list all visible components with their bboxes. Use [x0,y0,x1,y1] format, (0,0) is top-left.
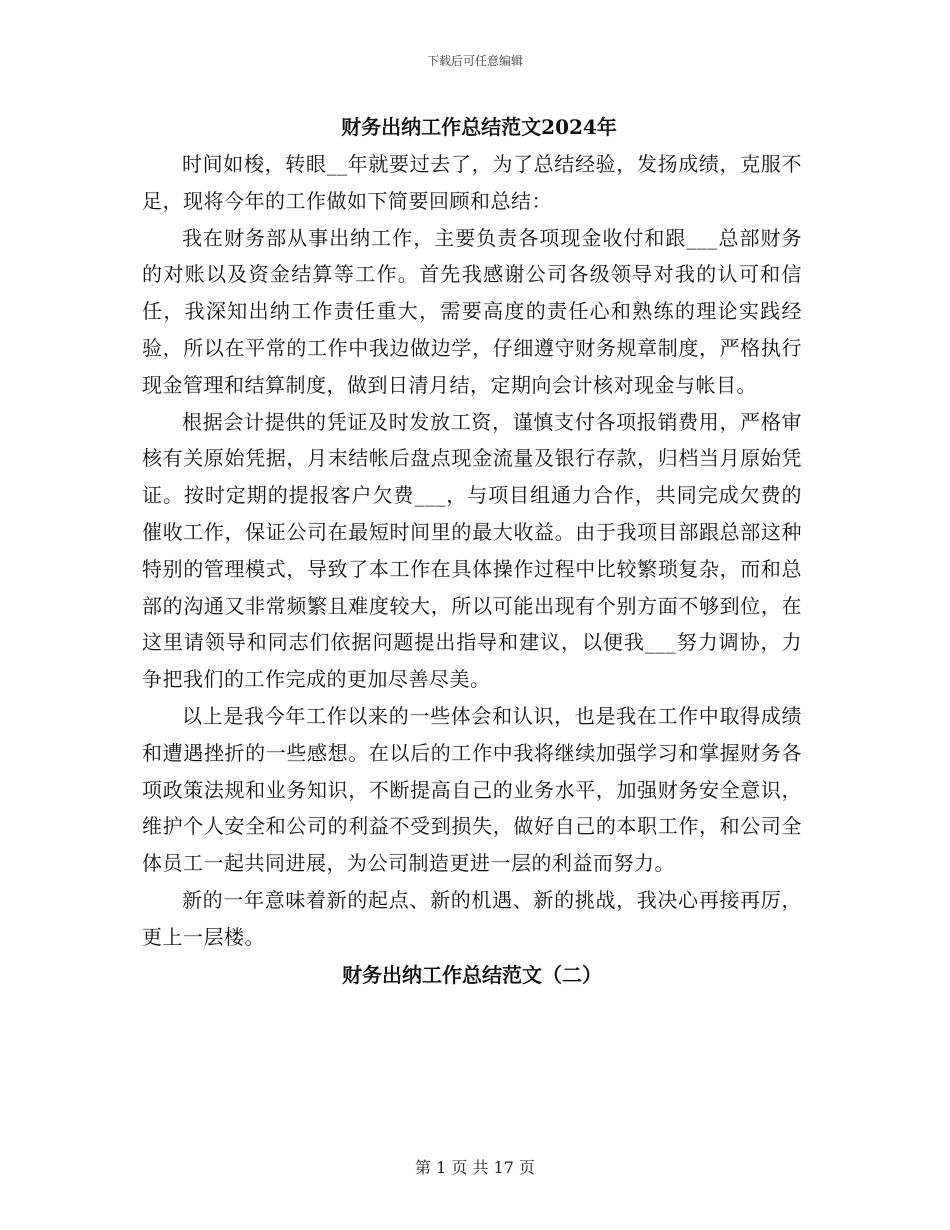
paragraph-intro: 时间如梭，转眼__年就要过去了，为了总结经验，发扬成绩，克服不足，现将今年的工作做如下简要回顾和总结： [142,152,802,213]
paragraph-work-details: 根据会计提供的凭证及时发放工资，谨慎支付各项报销费用，严格审核有关原始凭据，月末结帐后盘点现金流量及银行存款，归档当月原始凭证。按时定期的提报客户欠费___，与项目组通力合作，共同完成欠费的催收工作，保证公司在最短时间里的最大收益。由于我项目部跟总部这种特别的管理模式，导致了本工作在具体操作过程中比较繁琐复杂，而和总部的沟通又非常频繁且难度较大，所以可能出现有个别方面不够到位，在这里请领导和同志们依据问题提出指导和建议，以便我___努力调协，力争把我们的工作完成的更加尽善尽美。 [142,409,802,692]
paragraph-closing: 新的一年意味着新的起点、新的机遇、新的挑战，我决心再接再厉，更上一层楼。 [142,887,802,949]
paragraph-reflection: 以上是我今年工作以来的一些体会和认识，也是我在工作中取得成绩和遭遇挫折的一些感想。在以后的工作中我将继续加强学习和掌握财务各项政策法规和业务知识，不断提高自己的业务水平，加强财务安全意识，维护个人安全和公司的利益不受到损失，做好自己的本职工作，和公司全体员工一起共同进展，为公司制造更进一层的利益而努力。 [142,703,802,876]
paragraph-duties: 我在财务部从事出纳工作，主要负责各项现金收付和跟___总部财务的对账以及资金结算等工作。首先我感谢公司各级领导对我的认可和信任，我深知出纳工作责任重大，需要高度的责任心和熟练的理论实践经验，所以在平常的工作中我边做边学，仔细遵守财务规章制度，严格执行现金管理和结算制度，做到日清月结，定期向会计核对现金与帐目。 [142,225,802,397]
page-header-note: 下载后可任意编辑 [426,54,523,68]
section-subtitle: 财务出纳工作总结范文（二） [342,962,602,987]
page-number: 第 1 页 共 17 页 [415,1158,535,1177]
document-body [142,108,802,994]
document-title: 财务出纳工作总结范文2024年 [341,115,617,139]
